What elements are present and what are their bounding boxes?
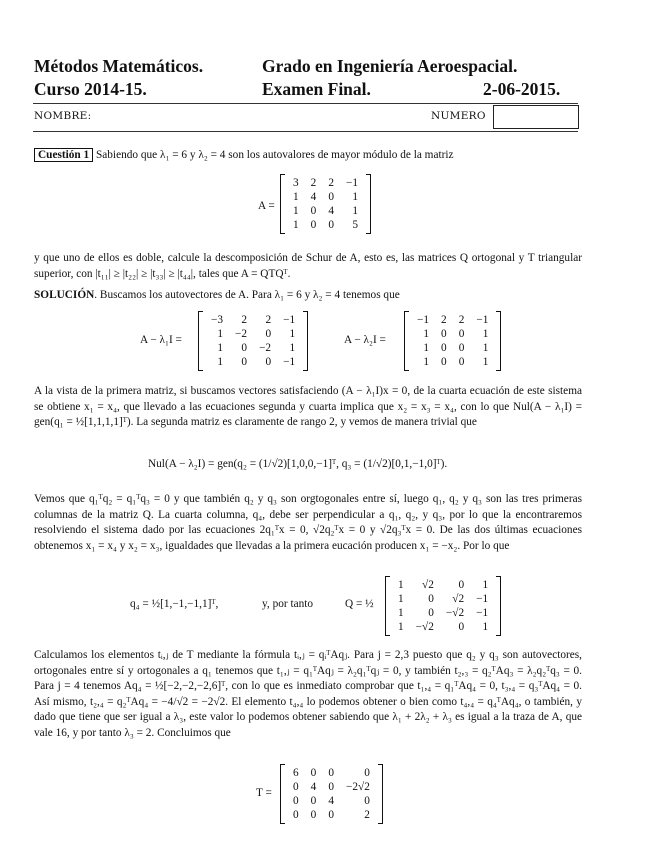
matrix-t-cell: 0 <box>328 767 334 779</box>
matrix-a-row <box>287 176 364 190</box>
question-label: Cuestión 1 <box>34 148 93 162</box>
matrix-a-cell: 2 <box>328 177 334 189</box>
matrix-q-cell: 1 <box>398 579 404 591</box>
matrix-q-cell: 1 <box>482 621 489 633</box>
matrix-m2-cell: 1 <box>482 356 489 368</box>
matrix-q <box>385 576 501 636</box>
header-year: Curso 2014-15. <box>34 79 147 99</box>
matrix-t-cell: 0 <box>293 795 299 807</box>
header-degree: Grado en Ingeniería Aeroespacial. <box>262 56 518 76</box>
matrix-t-cell: 0 <box>328 781 334 793</box>
matrix-a-cell: 0 <box>310 219 317 231</box>
matrix-q-cell: 0 <box>458 621 465 633</box>
matrix-m1-row <box>205 341 301 355</box>
matrix-a-cell: 1 <box>293 219 299 231</box>
matrix-m1-cell: 1 <box>217 342 224 354</box>
matrix-m1-label: A − λ₁I = <box>140 334 182 346</box>
matrix-m2-cell: −1 <box>417 314 430 326</box>
matrix-a-cell: 1 <box>293 205 299 217</box>
matrix-t-row <box>287 780 376 794</box>
matrix-m2-cell: 0 <box>441 342 447 354</box>
matrix-a-cell: 5 <box>352 219 358 231</box>
matrix-a-minus-l1 <box>198 311 308 371</box>
matrix-t-cell: 4 <box>310 781 317 793</box>
matrix-t-cell: 0 <box>293 781 299 793</box>
matrix-m2-cell: 1 <box>482 342 489 354</box>
y-por-tanto: y, por tanto <box>262 598 314 610</box>
matrix-t <box>280 764 383 824</box>
matrix-q-cell: 1 <box>482 579 489 591</box>
matrix-a-row <box>287 190 364 204</box>
matrix-m2-cell: 0 <box>441 328 447 340</box>
header-course-title: Métodos Matemáticos. <box>34 56 204 76</box>
matrix-m2-cell: 2 <box>441 314 447 326</box>
matrix-t-cell: 0 <box>310 795 317 807</box>
matrix-m1-row <box>205 313 301 327</box>
matrix-a-label: A = <box>258 200 275 212</box>
matrix-a-cell: 4 <box>328 205 334 217</box>
matrix-t-row <box>287 808 376 822</box>
matrix-m1-cell: 0 <box>241 356 248 368</box>
matrix-m2-cell: 0 <box>441 356 447 368</box>
matrix-t-cell: 0 <box>310 767 317 779</box>
matrix-t-cell: 0 <box>310 809 317 821</box>
matrix-q-cell: −√2 <box>445 607 465 619</box>
matrix-m2-label: A − λ₂I = <box>344 334 386 346</box>
matrix-a-cell: −1 <box>345 177 358 189</box>
matrix-m2-row <box>411 355 494 369</box>
matrix-q-cell: 0 <box>458 579 465 591</box>
matrix-m1-cell: 1 <box>289 328 296 340</box>
matrix-a-cell: 1 <box>352 191 358 203</box>
matrix-a-minus-l2 <box>404 311 501 371</box>
nombre-label: NOMBRE: <box>34 110 92 122</box>
matrix-a <box>280 174 371 234</box>
matrix-m1-row <box>205 355 301 369</box>
question-intro-line <box>34 149 454 161</box>
matrix-q-label: Q = ½ <box>345 598 374 610</box>
question-intro: Sabiendo que λ₁ = 6 y λ₂ = 4 son los autovalores de mayor módulo de la matriz <box>95 149 454 161</box>
matrix-a-cell: 3 <box>293 177 299 189</box>
matrix-m1-cell: −2 <box>259 342 272 354</box>
matrix-m2-cell: 0 <box>458 356 465 368</box>
matrix-m1-row <box>205 327 301 341</box>
matrix-m1-cell: 0 <box>241 342 248 354</box>
matrix-m1-cell: 2 <box>265 314 272 326</box>
nul-equation: Nul(A − λ₂I) = gen(q₂ = (1/√2)[1,0,0,−1]ᵀ, q₃ = (1/√2)[0,1,−1,0]ᵀ). <box>148 458 448 470</box>
matrix-m2-cell: 1 <box>423 342 430 354</box>
matrix-t-cell: −2√2 <box>345 781 370 793</box>
matrix-t-cell: 0 <box>364 795 370 807</box>
matrix-m2-row <box>411 313 494 327</box>
matrix-m1-cell: −2 <box>235 328 248 340</box>
solution-p1: . Buscamos los autovectores de A. Para λ₁ = 6 y λ₂ = 4 tenemos que <box>94 289 400 301</box>
matrix-m2-cell: 1 <box>423 356 430 368</box>
question-body: y que uno de ellos es doble, calcule la descomposición de Schur de A, esto es, las matrices Q ortogonal y T triangular superior, con |t₁₁| ≥ |t₂₂| ≥ |t₃₃| ≥ |t₄₄|, tales que A = QTQᵀ. <box>34 252 582 280</box>
numero-field[interactable] <box>493 105 579 129</box>
matrix-m2-cell: 2 <box>458 314 465 326</box>
matrix-q-cell: 1 <box>398 607 404 619</box>
matrix-t-cell: 4 <box>328 795 334 807</box>
matrix-m2-cell: 1 <box>482 328 489 340</box>
matrix-m2-cell: 0 <box>458 328 465 340</box>
solution-p2: A la vista de la primera matriz, si buscamos vectores satisfaciendo (A − λ₁I)x = 0, de la cuarta ecuación de este sistema se obtiene x₁ = x₄, que llevado a las ecuaciones segunda y cuarta implica que x₂ = x₃ = x₄, con lo que Nul(A − λ₁I) = gen(q₁ = ½[1,1,1,1]ᵀ). La segunda matriz es claramente de rango 2, y vemos de manera trivial que <box>34 385 582 429</box>
matrix-t-row <box>287 794 376 808</box>
matrix-m1-cell: 1 <box>289 342 296 354</box>
matrix-t-row <box>287 766 376 780</box>
header-rule-bottom <box>33 131 578 132</box>
matrix-q-cell: 1 <box>398 593 404 605</box>
q4-equation: q₄ = ½[1,−1,−1,1]ᵀ, <box>130 598 219 610</box>
matrix-a-row <box>287 204 364 218</box>
matrix-a-row <box>287 218 364 232</box>
matrix-m1-cell: 1 <box>217 356 224 368</box>
matrix-q-cell: −1 <box>476 607 489 619</box>
matrix-t-cell: 6 <box>293 767 299 779</box>
matrix-m1-cell: −1 <box>283 356 296 368</box>
matrix-q-cell: −1 <box>476 593 489 605</box>
matrix-m1-cell: 0 <box>265 328 272 340</box>
matrix-a-cell: 2 <box>310 177 317 189</box>
matrix-a-cell: 0 <box>310 205 317 217</box>
matrix-a-cell: 0 <box>328 219 334 231</box>
solution-p4: Calculamos los elementos tᵢ,ⱼ de T mediante la fórmula tᵢ,ⱼ = qᵢᵀAqⱼ. Para j = 2,3 puesto que q₂ y q₃ son autovectores, ortogonales entre sí y ortogonales a q₁ tenemos que t₁,ⱼ = q₁ᵀAqⱼ = λ₂q₁ᵀqⱼ = 0, y también t₂,₃ = q₂ᵀAq₃ = λ₂q₂ᵀq₃ = 0. Para j = 4 tenemos Aq₄ = ½[−2,−2,−2,6]ᵀ, con lo que es inmediato comprobar que t₁,₄ = q₁ᵀAq₄ = 0, t₃,₄ = q₃ᵀAq₄ = 0. Así mismo, t₂,₄ = q₂ᵀAq₄ = −4/√2 = −2√2. El elemento t₄,₄ lo podemos obtener o bien como t₄,₄ = q₄ᵀAq₄, o también, y dado que tiene que ser igual a λ₃, este valor lo podemos obtener sabiendo que λ₁ + 2λ₂ + λ₃ es igual a la traza de A, que vale 16, y por tanto λ₃ = 2. Concluimos que <box>34 649 582 739</box>
numero-label: NUMERO <box>431 110 486 122</box>
matrix-t-cell: 0 <box>364 767 370 779</box>
matrix-m1-cell: −1 <box>283 314 296 326</box>
matrix-m1-cell: −3 <box>211 314 224 326</box>
matrix-q-cell: 0 <box>428 607 434 619</box>
matrix-t-label: T = <box>256 787 272 799</box>
header-exam: Examen Final. <box>262 79 371 99</box>
matrix-a-cell: 1 <box>352 205 358 217</box>
solution-p3: Vemos que q₁ᵀq₂ = q₁ᵀq₃ = 0 y que también q₂ y q₃ son orgtogonales entre sí, luego q₁, q₂ y q₃ son las tres primeras columnas de la matriz Q. La cuarta columna, q₄, debe ser perpendicular a q₁, q₂, y q₃, por lo que la encontraremos resolviendo el sistema dado por las ecuaciones 2q₁ᵀx = 0, √2q₂ᵀx = 0 y √2q₃ᵀx = 0. De las dos últimas ecuaciones obtenemos x₁ = x₄ y x₂ = x₃, igualdades que llevadas a la primera eucación producen x₁ = −x₂. Por lo que <box>34 493 582 552</box>
matrix-m1-cell: 1 <box>217 328 224 340</box>
header-date: 2-06-2015. <box>483 79 561 99</box>
solution-label: SOLUCIÓN <box>34 289 95 301</box>
matrix-q-cell: 1 <box>398 621 404 633</box>
matrix-a-cell: 1 <box>293 191 299 203</box>
matrix-m1-cell: 2 <box>241 314 248 326</box>
matrix-m1-cell: 0 <box>265 356 272 368</box>
matrix-m2-row <box>411 341 494 355</box>
matrix-q-cell: 0 <box>428 593 434 605</box>
matrix-m2-cell: 1 <box>423 328 430 340</box>
matrix-q-cell: √2 <box>452 593 465 605</box>
header-rule-top <box>33 103 578 104</box>
matrix-a-cell: 0 <box>328 191 334 203</box>
matrix-m2-cell: −1 <box>476 314 489 326</box>
matrix-m2-row <box>411 327 494 341</box>
matrix-q-cell: √2 <box>422 579 434 591</box>
matrix-m2-cell: 0 <box>458 342 465 354</box>
matrix-a-cell: 4 <box>310 191 317 203</box>
solution-intro <box>34 288 582 304</box>
matrix-t-cell: 0 <box>328 809 334 821</box>
matrix-t-cell: 2 <box>364 809 370 821</box>
matrix-q-row <box>392 606 494 620</box>
matrix-q-row <box>392 620 494 634</box>
matrix-q-cell: −√2 <box>415 621 434 633</box>
matrix-q-row <box>392 592 494 606</box>
matrix-t-cell: 0 <box>293 809 299 821</box>
matrix-q-row <box>392 578 494 592</box>
